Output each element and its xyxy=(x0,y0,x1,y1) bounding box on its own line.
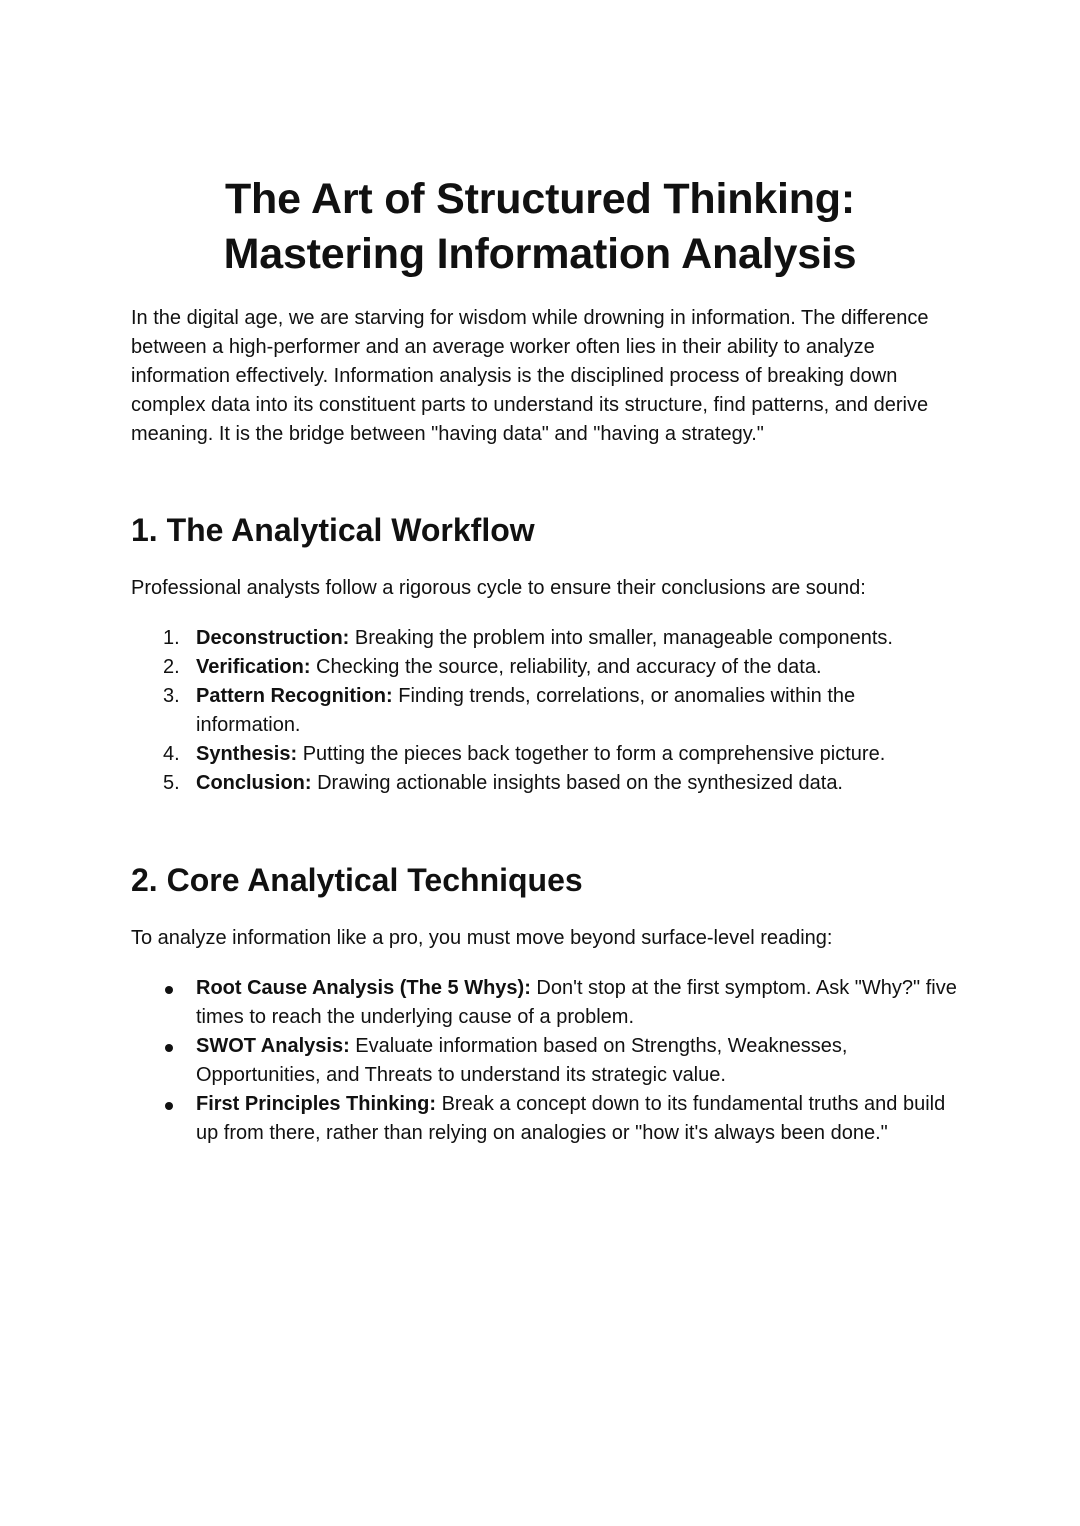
list-item-term: First Principles Thinking: xyxy=(196,1093,437,1115)
section-heading-techniques: 2. Core Analytical Techniques xyxy=(131,862,583,898)
list-item xyxy=(131,974,961,1032)
bullet-icon xyxy=(165,986,173,994)
list-item xyxy=(131,682,961,740)
list-number: 2. xyxy=(163,656,180,678)
list-number: 1. xyxy=(163,627,180,649)
list-item-text: Putting the pieces back together to form a comprehensive picture. xyxy=(297,743,886,765)
list-item xyxy=(131,740,961,769)
document-title xyxy=(131,172,949,282)
list-item-term: Root Cause Analysis (The 5 Whys): xyxy=(196,977,531,999)
list-number: 3. xyxy=(163,685,180,707)
section-heading-workflow: 1. The Analytical Workflow xyxy=(131,512,535,548)
intro-paragraph: In the digital age, we are starving for wisdom while drowning in information. The difference between a high-performer and an average worker often lies in their ability to analyze information effectively. Information analysis is the disciplined process of breaking down complex data into its constituent parts to understand its structure, find patterns, and derive meaning. It is the bridge between "having data" and "having a strategy." xyxy=(131,307,929,445)
list-item xyxy=(131,653,961,682)
bullet-icon xyxy=(165,1102,173,1110)
list-item-text: Don't stop at the first symptom. Ask "Why?" five times to reach the underlying cause of a problem. xyxy=(196,977,957,1028)
bullet-icon xyxy=(165,1044,173,1052)
title-line-2: Mastering Information Analysis xyxy=(223,230,857,278)
list-item-term: Deconstruction: xyxy=(196,627,350,649)
section-lead-techniques: To analyze information like a pro, you must move beyond surface-level reading: xyxy=(131,927,833,949)
list-item-term: Pattern Recognition: xyxy=(196,685,393,707)
list-item xyxy=(131,1032,961,1090)
list-item-text: Drawing actionable insights based on the synthesized data. xyxy=(311,772,843,794)
list-item-text: Evaluate information based on Strengths, Weaknesses, Opportunities, and Threats to understand its strategic value. xyxy=(196,1035,848,1086)
list-number: 5. xyxy=(163,772,180,794)
workflow-list xyxy=(131,624,961,798)
techniques-list xyxy=(131,974,961,1148)
list-item xyxy=(131,624,961,653)
title-line-1: The Art of Structured Thinking: xyxy=(224,175,855,223)
list-item-term: SWOT Analysis: xyxy=(196,1035,350,1057)
list-item-text: Breaking the problem into smaller, manageable components. xyxy=(349,627,893,649)
list-item-term: Verification: xyxy=(196,656,311,678)
list-item-term: Conclusion: xyxy=(196,772,312,794)
list-number: 4. xyxy=(163,743,180,765)
list-item xyxy=(131,769,961,798)
list-item-term: Synthesis: xyxy=(196,743,298,765)
section-lead-workflow: Professional analysts follow a rigorous cycle to ensure their conclusions are sound: xyxy=(131,577,866,599)
list-item-text: Finding trends, correlations, or anomalies within the information. xyxy=(196,685,856,736)
list-item-text: Break a concept down to its fundamental truths and build up from there, rather than relying on analogies or "how it's always been done." xyxy=(196,1093,946,1144)
list-item-text: Checking the source, reliability, and accuracy of the data. xyxy=(310,656,822,678)
list-item xyxy=(131,1090,961,1148)
